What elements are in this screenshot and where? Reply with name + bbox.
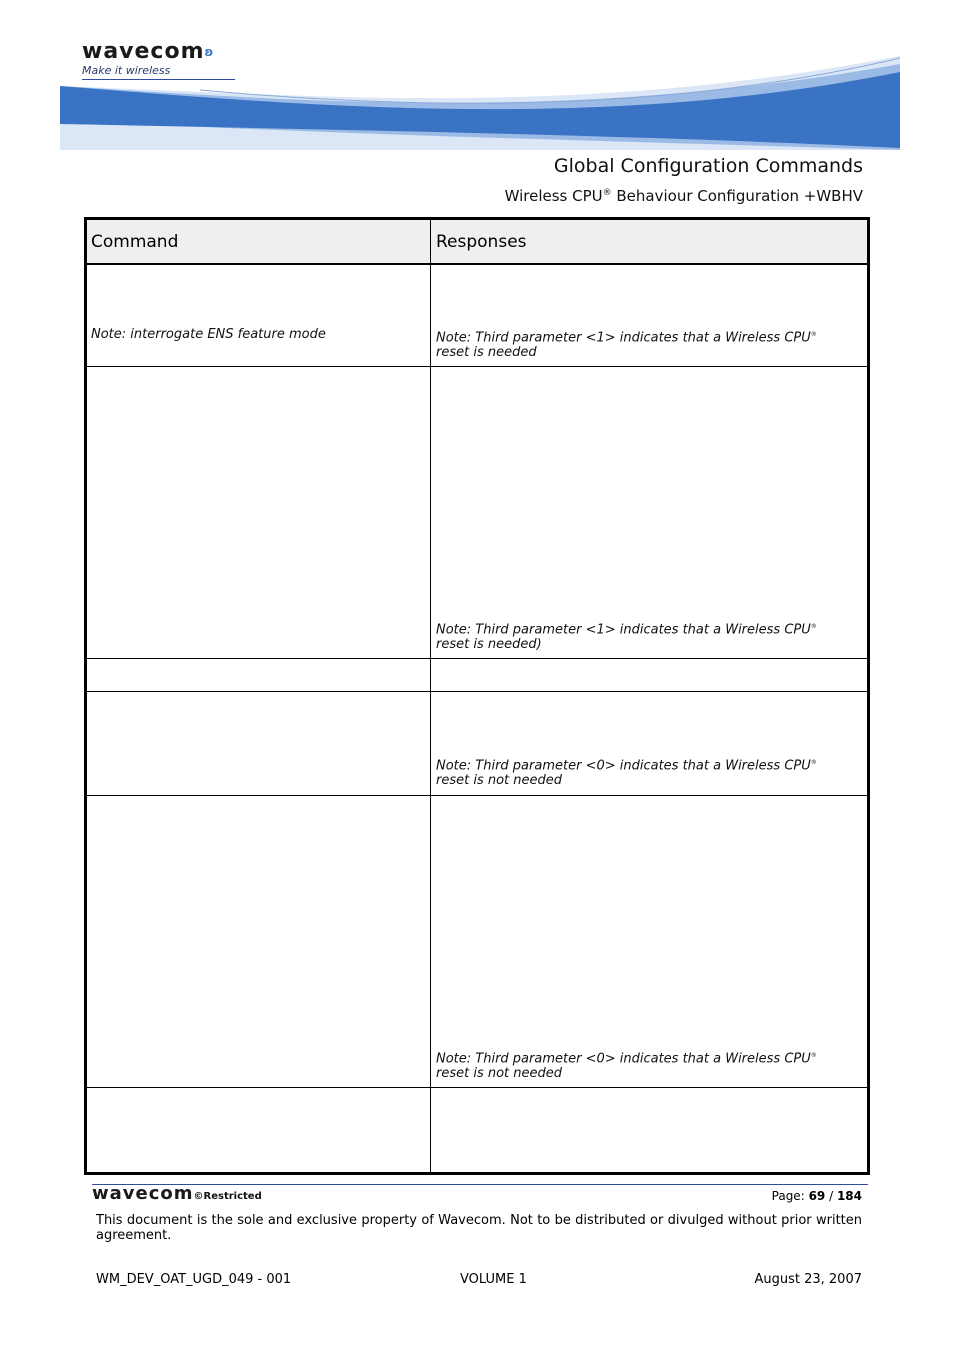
- column-divider: [430, 220, 431, 1172]
- volume-label: VOLUME 1: [460, 1272, 527, 1287]
- response-note: Note: Third parameter <0> indicates that a Wireless CPU® reset is not needed: [436, 1051, 817, 1082]
- row-separator: [87, 658, 867, 659]
- response-note: Note: Third parameter <0> indicates that a Wireless CPU® reset is not needed: [436, 758, 817, 789]
- confidentiality-notice: This document is the sole and exclusive property of Wavecom. Not to be distributed or divulged without prior written agreement.: [96, 1213, 862, 1243]
- restricted-label: ©Restricted: [193, 1191, 262, 1202]
- table-header-row: [87, 220, 867, 265]
- section-subtitle: Wireless CPU® Behaviour Configuration +WBHV: [504, 187, 863, 205]
- footer-wordmark: wavecom: [92, 1183, 194, 1204]
- response-note: Note: Third parameter <1> indicates that a Wireless CPU® reset is needed: [436, 330, 817, 361]
- wave-banner: [60, 50, 900, 150]
- row-separator: [87, 795, 867, 796]
- command-note: Note: interrogate ENS feature mode: [91, 327, 326, 342]
- row-separator: [87, 691, 867, 692]
- header-responses: Responses: [436, 232, 527, 252]
- logo-tagline: Make it wireless: [82, 64, 171, 77]
- footer-logo: [92, 1183, 262, 1204]
- document-id: WM_DEV_OAT_UGD_049 - 001: [96, 1272, 292, 1287]
- header-command: Command: [91, 232, 179, 252]
- logo-swirl-icon: ʚ: [204, 45, 215, 59]
- command-table: [84, 217, 870, 1175]
- page-number: Page: 69 / 184: [771, 1189, 862, 1203]
- section-title: Global Configuration Commands: [553, 155, 863, 177]
- document-date: August 23, 2007: [754, 1272, 862, 1287]
- row-separator: [87, 366, 867, 367]
- row-separator: [87, 1087, 867, 1088]
- response-note: Note: Third parameter <1> indicates that a Wireless CPU® reset is needed): [436, 622, 817, 653]
- logo-wordmark: wavecom: [82, 39, 205, 64]
